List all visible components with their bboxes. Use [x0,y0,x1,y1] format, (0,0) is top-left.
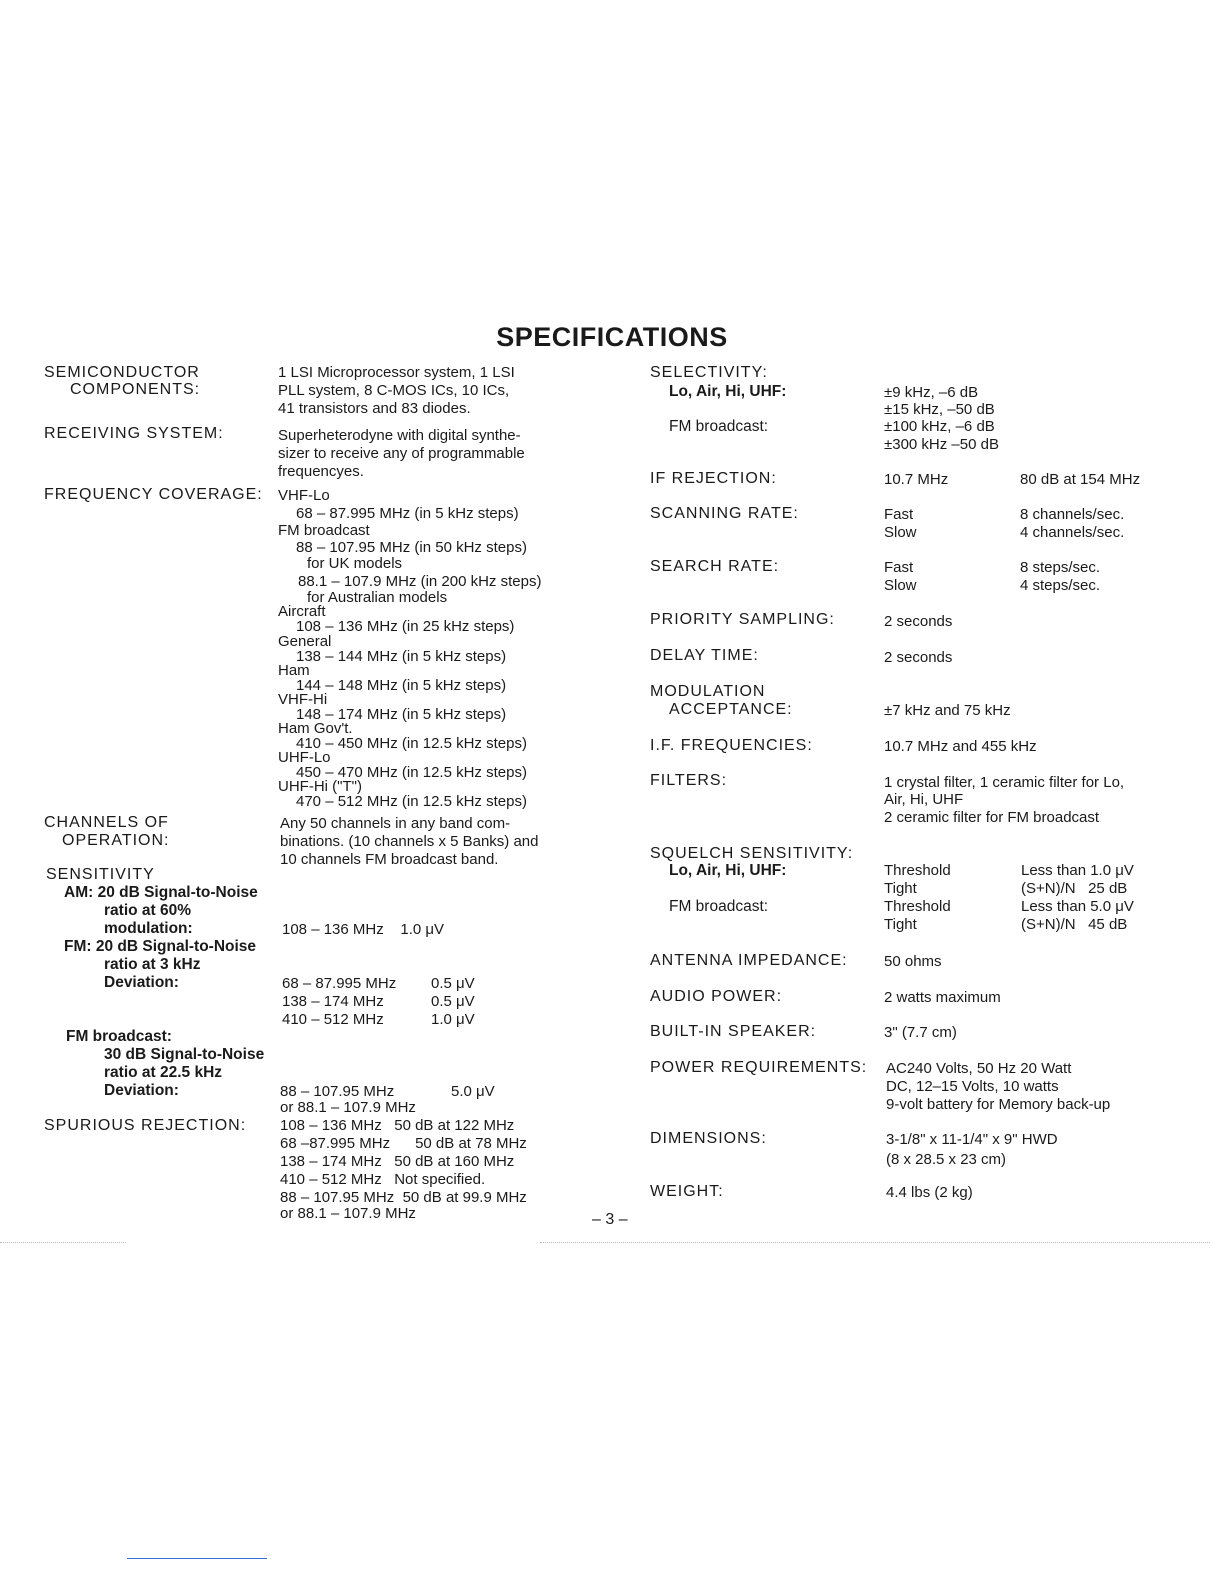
scan-mark [127,1558,267,1559]
sensitivity-fmb: 30 dB Signal-to-Noise [104,1046,265,1063]
receiving-line: Superheterodyne with digital synthe- [278,427,521,444]
semiconductor-line: 41 transistors and 83 diodes. [278,400,471,417]
squelch-sub: FM broadcast: [669,898,769,915]
squelch-value: (S+N)/N 45 dB [1021,916,1128,933]
weight-value: 4.4 lbs (2 kg) [886,1184,973,1201]
sensitivity-fm-value: 0.5 μV [431,975,475,992]
channels-line: Any 50 channels in any band com- [280,815,511,832]
dimensions-line: 3-1/8" x 11-1/4" x 9" HWD [886,1131,1058,1148]
selectivity-value: ±300 kHz –50 dB [884,436,999,453]
selectivity-sub: Lo, Air, Hi, UHF: [669,383,787,400]
filters-label: FILTERS: [650,772,728,789]
spurious-line: 68 –87.995 MHz 50 dB at 78 MHz [280,1135,527,1152]
sensitivity-am-value: 108 – 136 MHz 1.0 μV [282,921,445,938]
priority-label: PRIORITY SAMPLING: [650,611,835,628]
priority-value: 2 seconds [884,613,953,630]
spurious-line: 410 – 512 MHz Not specified. [280,1171,486,1188]
channels-label: CHANNELS OF [44,814,169,831]
scanning-mode: Fast [884,506,914,523]
if-rejection-value: 10.7 MHz [884,471,949,488]
sensitivity-fm-value: 0.5 μV [431,993,475,1010]
spurious-line: 88 – 107.95 MHz 50 dB at 99.9 MHz [280,1189,527,1206]
coverage-band: FM broadcast [278,522,370,539]
coverage-band: Ham Gov't. [278,720,353,737]
power-line: AC240 Volts, 50 Hz 20 Watt [886,1060,1072,1077]
audio-value: 2 watts maximum [884,989,1001,1006]
sensitivity-am: AM: 20 dB Signal-to-Noise [64,884,258,901]
coverage-range: 68 – 87.995 MHz (in 5 kHz steps) [296,505,519,522]
receiving-line: sizer to receive any of programmable [278,445,525,462]
coverage-range: 108 – 136 MHz (in 25 kHz steps) [296,618,515,635]
if-rejection-value-2: 80 dB at 154 MHz [1020,471,1141,488]
if-frequencies-label: I.F. FREQUENCIES: [650,737,813,754]
power-line: DC, 12–15 Volts, 10 watts [886,1078,1059,1095]
coverage-band: General [278,633,332,650]
sensitivity-fm: FM: 20 dB Signal-to-Noise [64,938,257,955]
channels-line: binations. (10 channels x 5 Banks) and [280,833,539,850]
coverage-range: 88.1 – 107.9 MHz (in 200 kHz steps) [298,573,542,590]
if-frequencies-value: 10.7 MHz and 455 kHz [884,738,1037,755]
sensitivity-fmb: ratio at 22.5 kHz [104,1064,223,1081]
spurious-line: or 88.1 – 107.9 MHz [280,1205,416,1222]
speaker-label: BUILT-IN SPEAKER: [650,1023,817,1040]
search-mode: Fast [884,559,914,576]
antenna-value: 50 ohms [884,953,942,970]
page-title: SPECIFICATIONS [496,322,728,352]
scan-divider [0,1242,126,1243]
squelch-level: Threshold [884,898,951,915]
coverage-range: 144 – 148 MHz (in 5 kHz steps) [296,677,507,694]
spurious-label: SPURIOUS REJECTION: [44,1117,247,1134]
search-rate: 4 steps/sec. [1020,577,1101,594]
power-line: 9-volt battery for Memory back-up [886,1096,1111,1113]
sensitivity-fmb-value: 5.0 μV [451,1083,495,1100]
modulation-label: MODULATION [650,683,766,700]
squelch-label: SQUELCH SENSITIVITY: [650,845,854,862]
delay-value: 2 seconds [884,649,953,666]
squelch-sub: Lo, Air, Hi, UHF: [669,862,787,879]
scanning-mode: Slow [884,524,917,541]
selectivity-value: ±100 kHz, –6 dB [884,418,995,435]
weight-label: WEIGHT: [650,1183,724,1200]
selectivity-label: SELECTIVITY: [650,364,768,381]
sensitivity-fm-range: 138 – 174 MHz [282,993,384,1010]
modulation-value: ±7 kHz and 75 kHz [884,702,1011,719]
squelch-level: Threshold [884,862,951,879]
speaker-value: 3" (7.7 cm) [884,1024,957,1041]
semiconductor-label: SEMICONDUCTOR [44,364,200,381]
sensitivity-fm: Deviation: [104,974,179,991]
sensitivity-am: ratio at 60% [104,902,192,919]
receiving-line: frequencyes. [278,463,364,480]
sensitivity-fmb-range: or 88.1 – 107.9 MHz [280,1099,416,1116]
sensitivity-fmb: FM broadcast: [66,1028,172,1045]
coverage-band: Ham [278,662,310,679]
coverage-band: UHF-Hi ("T") [278,778,362,795]
sensitivity-fm-range: 410 – 512 MHz [282,1011,384,1028]
page-number: – 3 – [592,1211,628,1228]
sensitivity-am: modulation: [104,920,193,937]
squelch-level: Tight [884,880,917,897]
scanning-rate: 8 channels/sec. [1020,506,1125,523]
dimensions-line: (8 x 28.5 x 23 cm) [886,1151,1007,1168]
coverage-band: VHF-Hi [278,691,328,708]
coverage-range: 148 – 174 MHz (in 5 kHz steps) [296,706,507,723]
coverage-range: 88 – 107.95 MHz (in 50 kHz steps) [296,539,527,556]
squelch-level: Tight [884,916,917,933]
scan-divider [540,1242,1210,1243]
semiconductor-line: PLL system, 8 C-MOS ICs, 10 ICs, [278,382,510,399]
sensitivity-fmb: Deviation: [104,1082,179,1099]
delay-label: DELAY TIME: [650,647,759,664]
search-label: SEARCH RATE: [650,558,780,575]
coverage-band: Aircraft [278,603,326,620]
spurious-line: 138 – 174 MHz 50 dB at 160 MHz [280,1153,515,1170]
semiconductor-label-2: COMPONENTS: [70,381,201,398]
dimensions-label: DIMENSIONS: [650,1130,767,1147]
coverage-band: VHF-Lo [278,487,330,504]
scanning-label: SCANNING RATE: [650,505,799,522]
scanning-rate: 4 channels/sec. [1020,524,1125,541]
coverage-range: 450 – 470 MHz (in 12.5 kHz steps) [296,764,527,781]
coverage-range: 410 – 450 MHz (in 12.5 kHz steps) [296,735,527,752]
sensitivity-fmb-range: 88 – 107.95 MHz [280,1083,395,1100]
filters-line: 2 ceramic filter for FM broadcast [884,809,1100,826]
coverage-note: for UK models [307,555,403,572]
filters-line: 1 crystal filter, 1 ceramic filter for Lo, [884,774,1125,791]
search-mode: Slow [884,577,917,594]
coverage-range: 138 – 144 MHz (in 5 kHz steps) [296,648,507,665]
coverage-note: for Australian models [307,589,448,606]
filters-line: Air, Hi, UHF [884,791,964,808]
squelch-value: (S+N)/N 25 dB [1021,880,1128,897]
spurious-line: 108 – 136 MHz 50 dB at 122 MHz [280,1117,515,1134]
squelch-value: Less than 1.0 μV [1021,862,1134,879]
modulation-label-2: ACCEPTANCE: [669,701,793,718]
antenna-label: ANTENNA IMPEDANCE: [650,952,848,969]
selectivity-sub: FM broadcast: [669,418,769,435]
coverage-label: FREQUENCY COVERAGE: [44,486,263,503]
channels-label-2: OPERATION: [62,832,170,849]
search-rate: 8 steps/sec. [1020,559,1101,576]
coverage-range: 470 – 512 MHz (in 12.5 kHz steps) [296,793,527,810]
if-rejection-label: IF REJECTION: [650,470,777,487]
audio-label: AUDIO POWER: [650,988,783,1005]
selectivity-value: ±9 kHz, –6 dB [884,384,979,401]
sensitivity-fm-range: 68 – 87.995 MHz [282,975,397,992]
channels-line: 10 channels FM broadcast band. [280,851,499,868]
sensitivity-fm: ratio at 3 kHz [104,956,201,973]
squelch-value: Less than 5.0 μV [1021,898,1134,915]
selectivity-value: ±15 kHz, –50 dB [884,401,995,418]
coverage-band: UHF-Lo [278,749,331,766]
sensitivity-fm-value: 1.0 μV [431,1011,475,1028]
power-label: POWER REQUIREMENTS: [650,1059,868,1076]
semiconductor-line: 1 LSI Microprocessor system, 1 LSI [278,364,515,381]
sensitivity-label: SENSITIVITY [46,866,155,883]
receiving-label: RECEIVING SYSTEM: [44,425,224,442]
